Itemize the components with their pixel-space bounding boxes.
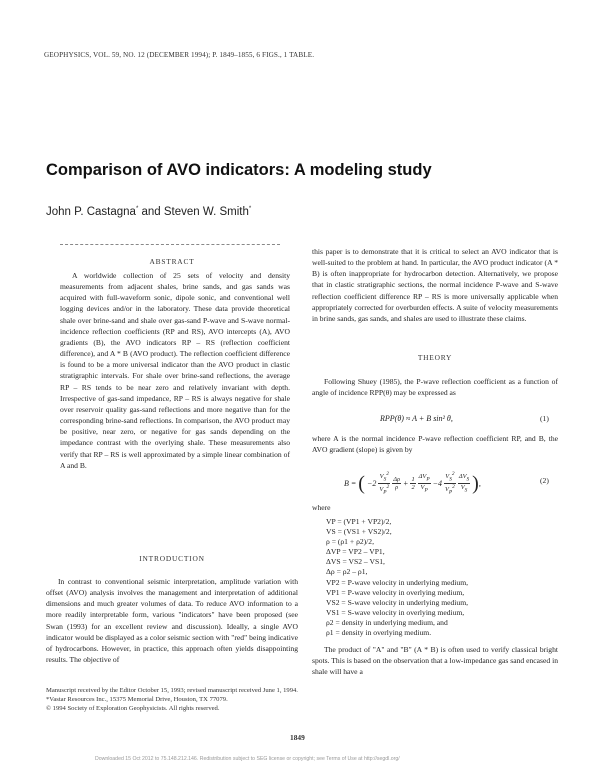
- author-line: [46, 206, 251, 218]
- definition-item: ΔVP = VP2 – VP1,: [326, 547, 385, 557]
- abstract-rule: [60, 244, 280, 246]
- footnote-affiliation: *Vastar Resources Inc., 15375 Memorial Drive, Houston, TX 77079.: [46, 696, 228, 703]
- definitions-list: [326, 517, 468, 638]
- definition-item: ΔVS = VS2 – VS1,: [326, 557, 385, 567]
- definition-item: ρ2 = density in underlying medium, and: [326, 617, 448, 627]
- definition-item: VS2 = S-wave velocity in underlying medium,: [326, 597, 469, 607]
- definition-item: VP = (VP1 + VP2)/2,: [326, 517, 392, 526]
- definition-item: ρ = (ρ1 + ρ2)/2,: [326, 537, 374, 547]
- author-mark: *: [248, 206, 252, 213]
- definition-item: Δρ = ρ2 – ρ1,: [326, 567, 368, 577]
- equation-2-lhs: B =: [344, 478, 357, 488]
- equation-2: B = ( −2 $\frac{V_S^2}{V_P^2}$ $\frac{\Delta\rho}{\rho}$ + $\frac{1}{2}$ $\frac{\Delta V_P}{V_P}$ −4 $\frac{V_S^2}{V_P^2}$ $\frac{\Delta V_S}{V_S}$ ),: [344, 471, 481, 496]
- where-label: where: [312, 503, 331, 512]
- footnote-received: Manuscript received by the Editor October 15, 1993; revised manuscript received June 1, 1994.: [46, 687, 298, 694]
- definition-item: VP2 = P-wave velocity in underlying medium,: [326, 577, 469, 587]
- theory-paragraph-3: The product of "A" and "B" (A * B) is often used to verify classical bright spots. This is based on the observation that a low-impedance gas sand encased in shale will have a: [312, 645, 558, 677]
- page-number: 1849: [290, 733, 305, 742]
- abstract-heading: ABSTRACT: [149, 257, 195, 266]
- author-connector: and: [138, 206, 164, 218]
- journal-header: GEOPHYSICS, VOL. 59, NO. 12 (DECEMBER 1994); P. 1849–1855, 6 FIGS., 1 TABLE.: [44, 51, 315, 59]
- right-intro-body: this paper is to demonstrate that it is critical to select an AVO indicator that is well-suited to the problem at hand. In particular, the AVO product indicator (A * B) is often inappropriate for hydrocarbon detection. Alternatively, we propose that in clastic stratigraphic sections, the normal incidence P-wave and S-wave reflection coefficient difference RP – RS is more universally applicable when appropriately corrected for overburden effects. A suite of velocity measurements in brine sands, gas sands, and shales are used to illustrate these claims.: [312, 247, 558, 323]
- footnote-copyright: © 1994 Society of Exploration Geophysicists. All rights reserved.: [46, 705, 220, 712]
- theory-paragraph-1: Following Shuey (1985), the P-wave reflection coefficient as a function of angle of incidence RPP(θ) may be expressed as: [312, 377, 558, 398]
- definition-item: ρ1 = density in overlying medium.: [326, 628, 432, 638]
- definition-item: VS1 = S-wave velocity in overlying medium,: [326, 607, 465, 617]
- equation-1: RPP(θ) ≈ A + B sin² θ,: [380, 414, 453, 423]
- theory-heading: THEORY: [417, 353, 453, 362]
- author-castagna: John P. Castagna: [46, 206, 136, 218]
- author-mark: *: [135, 206, 139, 213]
- author-smith: Steven W. Smith: [163, 206, 249, 218]
- definition-item: VS = (VS1 + VS2)/2,: [326, 527, 392, 537]
- introduction-body: In contrast to conventional seismic interpretation, amplitude variation with offset (AVO) analysis involves the management and interpretation of additional dimensions and much greater volumes of data. To reduce AVO information to a more readily interpretable form, various "indicators" have been proposed (see Swan (1993) for an excellent review and discussion). Ideally, a single AVO indicator would be displayed as a color seismic section with "red" being indicative of hydrocarbons. However, in practice, this approach often yields disappointing results. The objective of: [46, 577, 298, 665]
- equation-2-number: (2): [540, 476, 549, 485]
- abstract-body: A worldwide collection of 25 sets of velocity and density measurements from adjacent shales, brine sands, and gas sands was acquired with full-waveform sonic, dipole sonic, and conventional well logging devices and/or in the laboratory. These data provide theoretical shale over brine-sand and shale over gas-sand P-wave and S-wave normal-incidence reflection coefficients (RP and RS), AVO intercepts (A), AVO gradients (B), the AVO indicators RP – RS (reflection coefficient difference), and A * B (AVO product). The reflection coefficient difference is found to be a more universal indicator than the AVO product in clastic stratigraphic intervals. For shale over brine-sand reflections, the average RP – RS tends to be near zero and relatively invariant with depth. Irrespective of gas-sand impedance, RP – RS is always negative for shale over reservoir quality gas-sand reflections and more negative than for the corresponding brine-sand reflections. In comparison, the AVO product may be positive, near zero, or negative for gas sands depending on the impedance contrast with the overlying shale. These measurements also verify that RP – RS is well approximated by a simple linear combination of A and B.: [60, 271, 290, 470]
- equation-1-number: (1): [540, 414, 549, 423]
- definition-item: VP1 = P-wave velocity in overlying medium,: [326, 587, 465, 597]
- paper-title: Comparison of AVO indicators: A modeling study: [46, 161, 432, 179]
- footnotes: [46, 686, 560, 713]
- introduction-heading: INTRODUCTION: [139, 554, 205, 563]
- theory-paragraph-2: where A is the normal incidence P-wave reflection coefficient RP, and B, the AVO gradient (slope) is given by: [312, 434, 558, 455]
- download-notice: Downloaded 15 Oct 2012 to 75.148.212.146. Redistribution subject to SEG license or copyright; see Terms of Use at http://segdl.org/: [95, 756, 400, 762]
